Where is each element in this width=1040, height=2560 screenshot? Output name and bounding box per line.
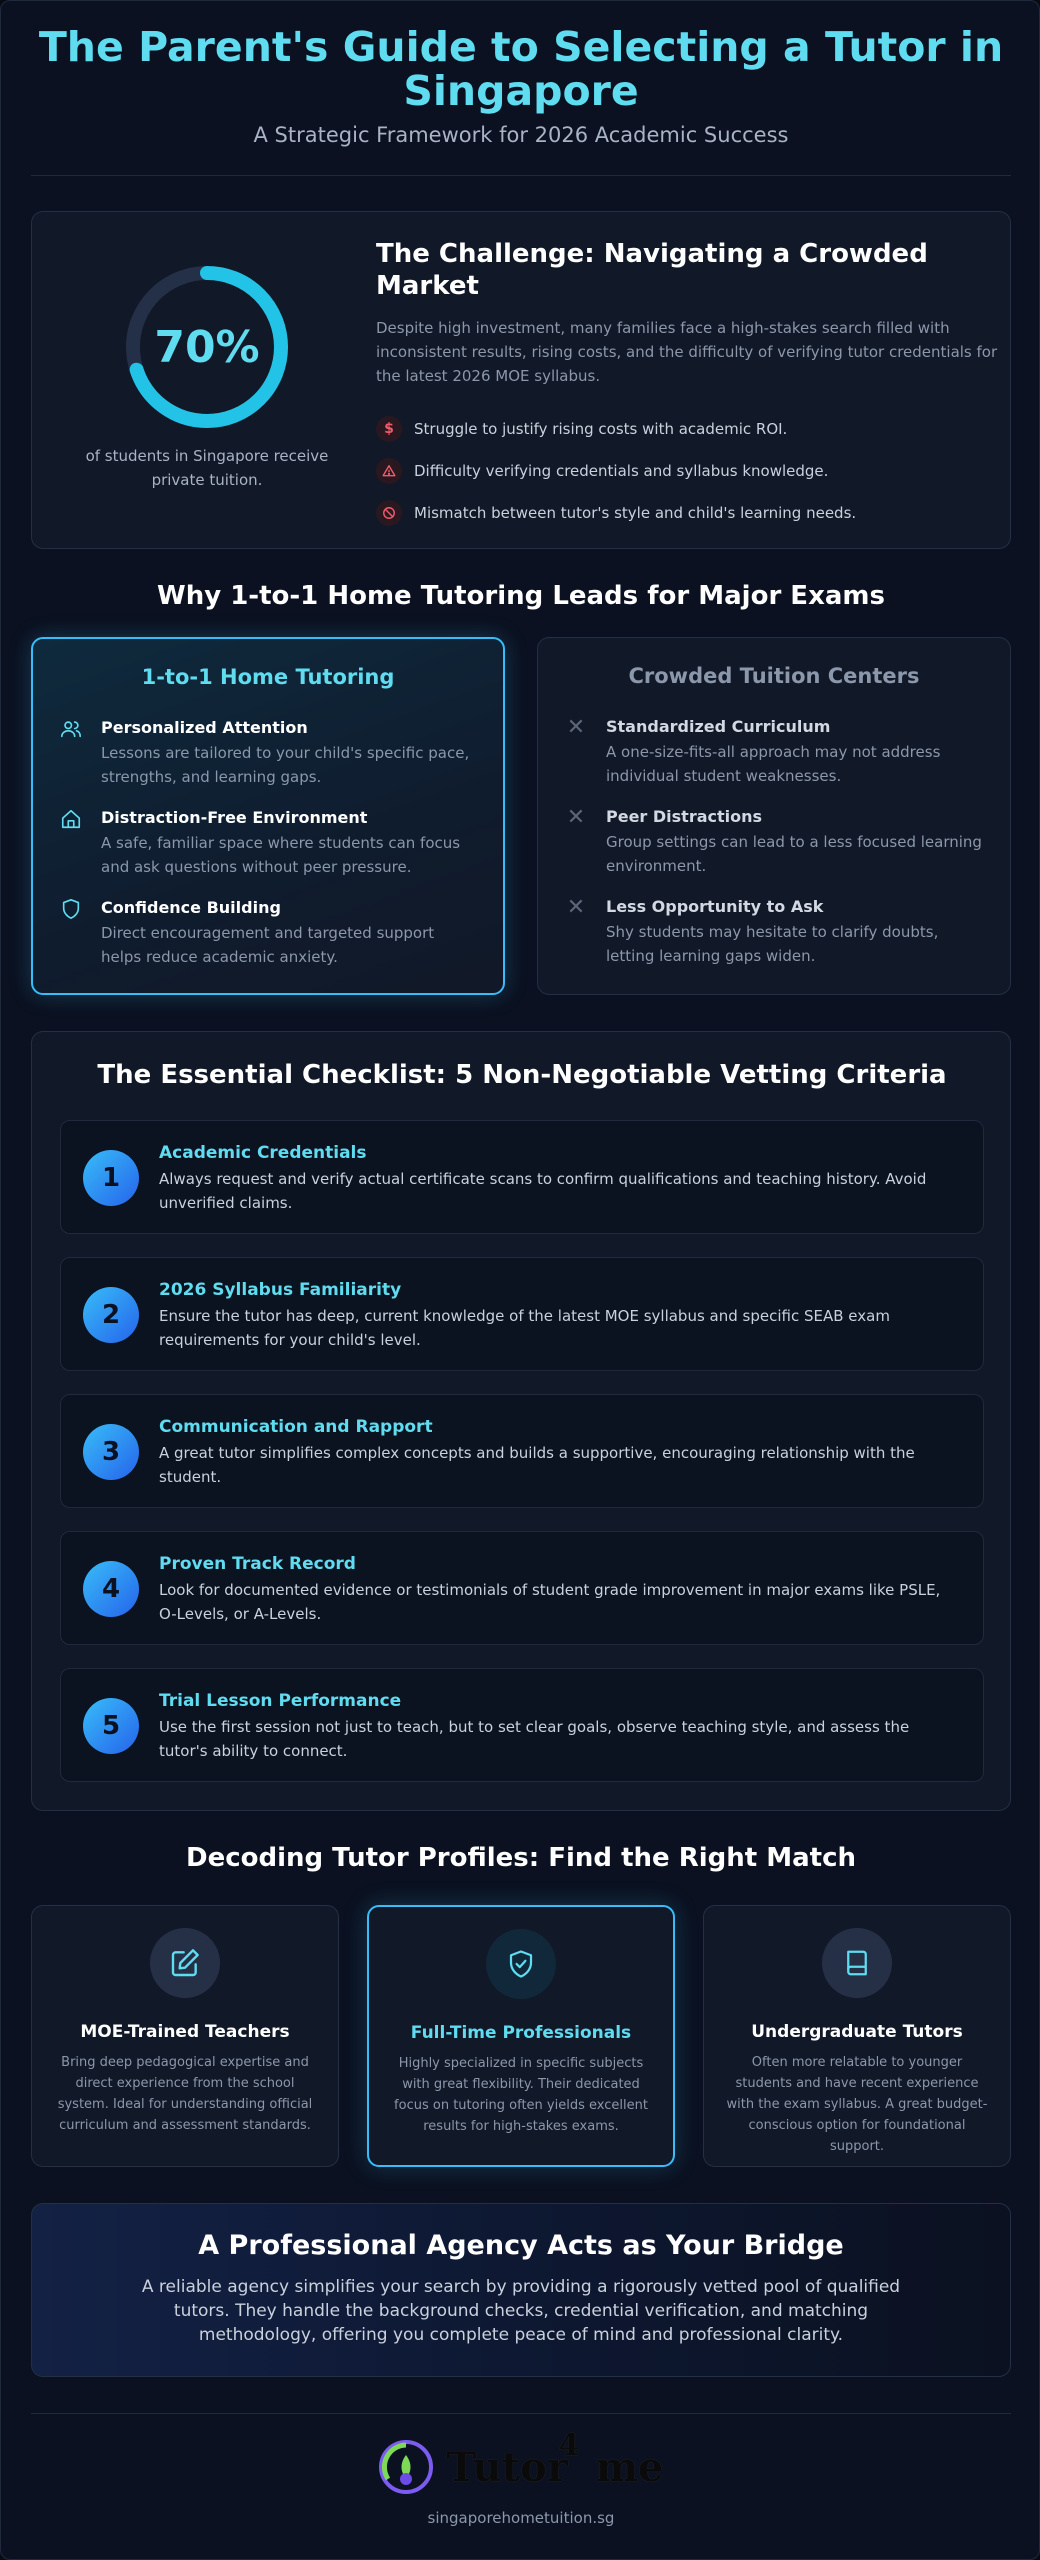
feature-description: Direct encouragement and targeted support helps reduce academic anxiety. — [101, 924, 435, 966]
step-number-badge: 2 — [83, 1287, 139, 1343]
agency-bridge-panel — [31, 2203, 1011, 2377]
page-subtitle: A Strategic Framework for 2026 Academic Success — [253, 123, 789, 147]
feature-description: Shy students may hesitate to clarify doubts, letting learning gaps widen. — [606, 923, 939, 965]
checklist-item — [60, 1257, 984, 1371]
dollar-icon: $ — [376, 416, 402, 442]
checklist-item-title: Proven Track Record — [159, 1554, 356, 1574]
checklist-item-description: Use the first session not just to teach, but to set clear goals, observe teaching style, and assess the tutor's ability to connect. — [159, 1718, 910, 1760]
pain-point — [376, 492, 1016, 534]
feature-title: Confidence Building — [101, 898, 281, 917]
tutor4me-logo — [378, 2427, 664, 2495]
feature-description: Lessons are tailored to your child's specific pace, strengths, and learning gaps. — [101, 744, 470, 786]
center-feature — [564, 896, 984, 968]
step-number-badge: 5 — [83, 1698, 139, 1754]
checklist-item-title: Academic Credentials — [159, 1143, 367, 1163]
feature-title: Personalized Attention — [101, 718, 308, 737]
feature-title: Peer Distractions — [606, 807, 763, 826]
home-feature — [59, 807, 479, 879]
profile-description: Often more relatable to younger students and have recent experience with the exam syllabus. A great budget-conscious option for foundational support. — [726, 2055, 988, 2154]
profiles-title: Decoding Tutor Profiles: Find the Right Match — [186, 1843, 856, 1873]
stat-caption: of students in Singapore receive private tuition. — [85, 447, 329, 489]
checklist-item-title: Trial Lesson Performance — [159, 1691, 402, 1711]
shield-icon — [59, 897, 83, 921]
profile-title: MOE-Trained Teachers — [80, 2022, 290, 2042]
checklist-item-description: Always request and verify actual certificate scans to confirm qualifications and teaching history. Avoid unverified claims. — [159, 1170, 927, 1212]
home-feature — [59, 897, 479, 969]
feature-title: Standardized Curriculum — [606, 717, 831, 736]
no-entry-icon — [376, 500, 402, 526]
x-icon: ✕ — [566, 805, 586, 830]
home-tutoring-card — [31, 637, 505, 995]
profile-description: Highly specialized in specific subjects with great flexibility. Their dedicated focus on tutoring often yields excellent results for high-stakes exams. — [394, 2056, 648, 2134]
tuition-center-title: Crowded Tuition Centers — [628, 664, 920, 688]
stat-value: 70% — [154, 321, 260, 373]
x-icon: ✕ — [566, 715, 586, 740]
shield-check-icon — [486, 1929, 556, 1999]
profile-description: Bring deep pedagogical expertise and direct experience from the school system. Ideal for understanding official curriculum and assessment standards. — [57, 2055, 313, 2133]
warning-icon — [376, 458, 402, 484]
pencil-icon — [150, 1928, 220, 1998]
step-number-badge: 1 — [83, 1150, 139, 1206]
footer-url[interactable]: singaporehometuition.sg — [427, 2509, 615, 2527]
profile-card-full-time — [367, 1905, 675, 2167]
challenge-description: Despite high investment, many families face a high-stakes search filled with inconsistent results, rising costs, and the difficulty of verifying tutor credentials for the latest 2026 MOE syllabus. — [376, 319, 998, 385]
pain-point-text: Struggle to justify rising costs with academic ROI. — [414, 420, 788, 438]
pain-point-text: Difficulty verifying credentials and syllabus knowledge. — [414, 462, 829, 480]
footer-logo — [1, 2427, 1040, 2495]
header-divider — [31, 175, 1011, 176]
checklist-item-description: Look for documented evidence or testimonials of student grade improvement in major exams like PSLE, O-Levels, or A-Levels. — [159, 1581, 941, 1623]
pain-point-list — [376, 408, 1016, 534]
bridge-description: A reliable agency simplifies your search by providing a rigorously vetted pool of qualified tutors. They handle the background checks, credential verification, and matching methodology, offering you complete peace of mind and professional clarity. — [141, 2277, 901, 2345]
users-icon — [59, 717, 83, 741]
checklist-title: The Essential Checklist: 5 Non-Negotiable Vetting Criteria — [97, 1060, 947, 1090]
feature-description: Group settings can lead to a less focused learning environment. — [606, 833, 982, 875]
header — [1, 25, 1040, 147]
profile-title: Full-Time Professionals — [410, 2023, 632, 2043]
feature-title: Less Opportunity to Ask — [606, 897, 824, 916]
pain-point-text: Mismatch between tutor's style and child's learning needs. — [414, 504, 857, 522]
checklist-item — [60, 1668, 984, 1782]
step-number-badge: 3 — [83, 1424, 139, 1480]
profile-card-moe-teachers — [31, 1905, 339, 2167]
checklist-item — [60, 1394, 984, 1508]
footer-divider — [31, 2413, 1011, 2414]
home-tutoring-title: 1-to-1 Home Tutoring — [141, 665, 395, 689]
challenge-title: The Challenge: Navigating a Crowded Market — [376, 239, 928, 301]
checklist-item-description: Ensure the tutor has deep, current knowledge of the latest MOE syllabus and specific SEAB exam requirements for your child's level. — [159, 1307, 890, 1349]
tuition-center-card — [537, 637, 1011, 995]
book-icon — [822, 1928, 892, 1998]
x-icon: ✕ — [566, 895, 586, 920]
logo-emblem-icon — [378, 2439, 434, 2495]
profile-title: Undergraduate Tutors — [751, 2022, 963, 2042]
checklist-panel — [31, 1031, 1011, 1811]
checklist-item — [60, 1120, 984, 1234]
pain-point — [376, 450, 1016, 492]
page-title: The Parent's Guide to Selecting a Tutor in Singapore — [38, 23, 1004, 115]
checklist-item — [60, 1531, 984, 1645]
checklist-item-description: A great tutor simplifies complex concepts and builds a supportive, encouraging relationship with the student. — [159, 1444, 915, 1486]
checklist-item-title: 2026 Syllabus Familiarity — [159, 1280, 402, 1300]
step-number-badge: 4 — [83, 1561, 139, 1617]
feature-description: A one-size-fits-all approach may not address individual student weaknesses. — [606, 743, 941, 785]
home-icon — [59, 807, 83, 831]
feature-title: Distraction-Free Environment — [101, 808, 368, 827]
pain-point — [376, 408, 1016, 450]
home-feature — [59, 717, 479, 789]
comparison-title: Why 1-to-1 Home Tutoring Leads for Major Exams — [157, 581, 885, 611]
checklist-item-title: Communication and Rapport — [159, 1417, 433, 1437]
profile-card-undergraduate — [703, 1905, 1011, 2167]
bridge-title: A Professional Agency Acts as Your Bridge — [198, 2230, 844, 2261]
logo-wordmark: Tutor me 4 — [446, 2427, 664, 2491]
center-feature — [564, 716, 984, 788]
challenge-panel — [31, 211, 1011, 549]
feature-description: A safe, familiar space where students can focus and ask questions without peer pressure. — [101, 834, 461, 876]
center-feature — [564, 806, 984, 878]
